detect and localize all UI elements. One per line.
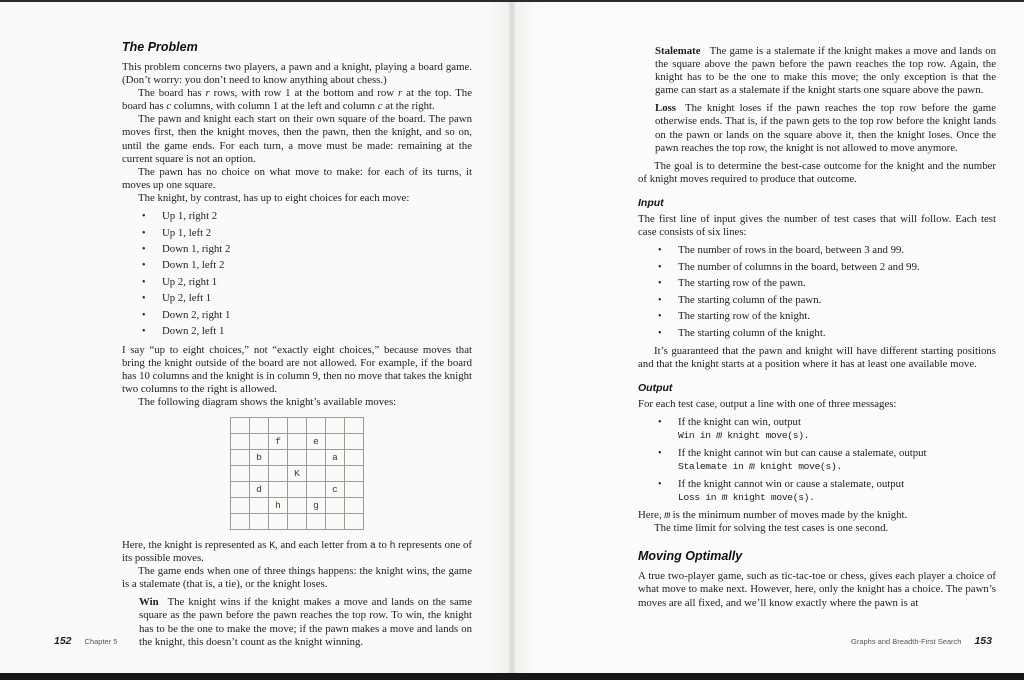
knight-moves-diagram [230,417,364,530]
board-cell-empty [269,449,288,465]
paragraph: The following diagram shows the knight’s available moves: [138,395,397,408]
board-cell-d: d [250,481,269,497]
board-cell-empty [250,417,269,433]
page-right [512,2,1024,673]
board-cell-b: b [250,449,269,465]
board-cell-empty [288,513,307,529]
section-heading: Moving Optimally [638,549,743,564]
board-cell-empty [345,449,364,465]
board-cell-empty [231,449,250,465]
bullet-item: • The starting column of the pawn. [678,294,996,307]
inline-code: m [716,430,722,442]
bullet-item: • Up 1, right 2 [162,210,472,223]
runin-label: Loss [655,102,677,115]
board-row [231,497,364,513]
bullet-item: • If the knight cannot win but can cause a stalemate, output Stalemate in m knight move(s). [678,447,996,473]
bullet-item: • The starting row of the pawn. [678,277,996,290]
board-cell-empty [269,513,288,529]
board-cell-empty [345,465,364,481]
paragraph: The board has r rows, with row 1 at the bottom and row r at the top. The board has c columns, with column 1 at the left and column c at the right. [122,87,473,113]
board-cell-empty [345,433,364,449]
paragraph: Here, the knight is represented as K, and each letter from a to h represents one of its possible moves. [122,538,472,565]
paragraph: The pawn has no choice on what move to make: for each of its turns, it moves up one square. [122,165,472,191]
bullet-item: • If the knight can win, output Win in m knight move(s). [678,416,996,442]
board-cell-empty [231,481,250,497]
bullet-list [638,244,996,340]
board-cell-empty [231,513,250,529]
inline-code: h [389,539,396,551]
board-cell-empty [307,513,326,529]
board-cell-empty [345,417,364,433]
board-cell-empty [250,465,269,481]
bullet-item: • Down 1, left 2 [162,259,472,272]
page-number-left: 152 [54,635,72,647]
board-cell-empty [288,417,307,433]
bullet-item: • Up 2, left 1 [162,292,472,305]
board-cell-g: g [307,497,326,513]
code-line: Stalemate in m knight move(s). [678,461,842,473]
board-cell-empty [345,497,364,513]
bullet-item: • Down 2, right 1 [162,309,472,322]
paragraph: The goal is to determine the best-case outcome for the knight and the number of knight moves required to produce that outcome. [638,159,996,185]
board-cell-empty [250,513,269,529]
bullet-item: • Down 1, right 2 [162,243,472,256]
board-cell-empty [288,497,307,513]
board-cell-empty [288,449,307,465]
bullet-item: • Up 1, left 2 [162,227,472,240]
board-cell-empty [307,465,326,481]
inline-code: m [721,492,728,504]
paragraph: The first line of input gives the number of test cases that will follow. Each test case consists of six lines: [638,212,996,239]
inline-code: m [748,461,755,473]
board-cell-empty [250,433,269,449]
board-cell-a: a [326,449,345,465]
board-cell-empty [231,465,250,481]
chapter-label: Chapter 5 [84,637,118,646]
bullet-item: • Down 2, left 1 [162,325,472,338]
board-cell-empty [307,417,326,433]
board-cell-empty [326,433,345,449]
page-number-right: 153 [974,635,992,647]
bullet-item: • The number of rows in the board, between 3 and 99. [678,244,996,257]
runin-paragraph: Stalemate The game is a stalemate if the knight makes a move and lands on the square above the pawn before the pawn reaches the top row. Again, the knight has to be the one to make this move; the only exception is that the game can start as a stalemate if the knight starts one square above the pawn. [655,45,996,97]
left-page-content [122,40,472,654]
inline-variable: c [166,100,172,113]
page-left [0,2,512,673]
board-row [231,449,364,465]
bullet-item: • If the knight cannot win or cause a stalemate, output Loss in m knight move(s). [678,478,996,504]
bullet-item: • The starting row of the knight. [678,310,996,323]
paragraph: It’s guaranteed that the pawn and knight will have different starting positions and that the knight starts at a position where it has at least one available move. [638,344,996,370]
paragraph: The time limit for solving the test cases is one second. [654,522,889,535]
section-heading: The Problem [122,40,198,54]
bullet-item: • Up 2, right 1 [162,276,472,289]
board-cell-empty [345,513,364,529]
inline-code: m [664,510,670,522]
board-cell-empty [326,417,345,433]
left-footer [54,631,117,649]
board-cell-c: c [326,481,345,497]
code-line: Win in m knight move(s). [678,430,810,442]
board-row [231,417,364,433]
paragraph: I say “up to eight choices,” not “exactly eight choices,” because moves that bring the knight outside of the board are not allowed. For example, if the board has 10 columns and the knight is in column 9, then no move that takes the knight two columns to the right is allowed. [122,343,472,395]
board-cell-empty [231,417,250,433]
bullet-item: • The number of columns in the board, between 2 and 99. [678,261,996,274]
paragraph: The pawn and knight each start on their own square of the board. The pawn moves first, then the knight moves, then the pawn, then the knight, and so on, until the game ends. For each turn, a move must be made: remaining at the current square is not an option. [122,113,472,165]
board-cell-empty [288,433,307,449]
paragraph: Here, m is the minimum number of moves made by the knight. [638,509,908,522]
inline-code: a [370,539,376,551]
runin-paragraph: Win The knight wins if the knight makes a move and lands on the same square as the pawn before the pawn reaches the top row. To win, the knight has to be the one to make the move; if the pawn makes a move and lands on the knight, this doesn’t count as the knight winning. [139,596,472,648]
board-row [231,513,364,529]
board-row [231,433,364,449]
bullet-list [638,416,996,504]
paragraph: The knight, by contrast, has up to eight choices for each move: [138,191,410,204]
board-cell-empty [326,513,345,529]
board-cell-empty [250,497,269,513]
inline-variable: r [205,87,210,100]
paragraph: This problem concerns two players, a pawn and a knight, playing a board game. (Don’t worry: you don’t need to know anything about chess.) [122,61,472,87]
paragraph: The game ends when one of three things happens: the knight wins, the game is a stalemate (that is, a tie), or the knight loses. [122,565,472,591]
inline-variable: r [398,87,403,100]
code-line: Loss in m knight move(s). [678,492,815,504]
paragraph: A true two-player game, such as tic-tac-toe or chess, gives each player a choice of what move to make next. However, here, only the knight has a choice. The pawn’s moves are all fixed, and we’ll know exactly where the pawn is at [638,570,996,609]
runin-label: Win [139,596,159,609]
board-cell-f: f [269,433,288,449]
board-cell-empty [288,481,307,497]
board-row [231,465,364,481]
runin-label: Stalemate [655,45,701,57]
board-cell-empty [269,481,288,497]
board-cell-empty [326,497,345,513]
section-label: Graphs and Breadth-First Search [851,637,962,646]
bullet-item: • The starting column of the knight. [678,327,996,340]
inline-variable: c [377,100,383,113]
paragraph: For each test case, output a line with one of three messages: [638,397,897,410]
board-cell-empty [269,417,288,433]
board-cell-empty [326,465,345,481]
inline-code: K [269,539,275,551]
board-cell-h: h [269,497,288,513]
bullet-list [122,210,472,338]
board-cell-empty [307,449,326,465]
section-heading: Output [638,381,673,394]
right-footer [851,631,992,649]
section-heading: Input [638,196,664,209]
board-cell-empty [231,433,250,449]
board-cell-K: K [288,465,307,481]
board-cell-empty [269,465,288,481]
runin-paragraph: Loss The knight loses if the pawn reaches the top row before the game otherwise ends. That is, if the pawn gets to the top row before the knight lands on the pawn or lands on the square above it, then the knight loses. Once the pawn reaches the top row, the knight is not allowed to move anymore. [655,102,996,154]
board-cell-empty [307,481,326,497]
board-cell-empty [345,481,364,497]
right-page-content [638,40,996,610]
board-cell-e: e [307,433,326,449]
board-cell-empty [231,497,250,513]
page-bottom-edge [0,673,1024,680]
board-row [231,481,364,497]
